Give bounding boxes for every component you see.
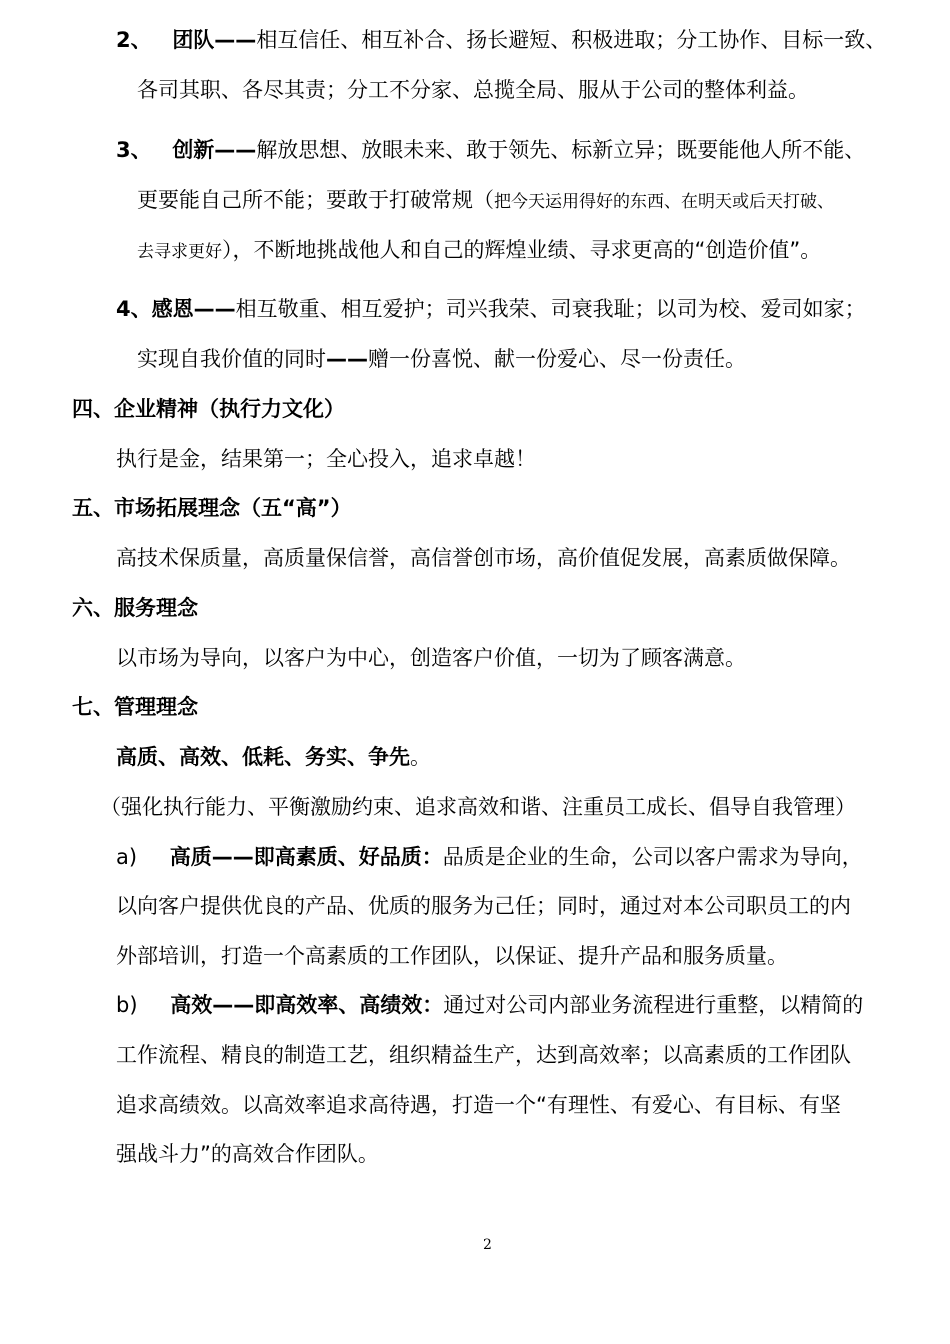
item-4-text: 相互敬重、相互爱护；司兴我荣、司衰我耻；以司为校、爱司如家； — [235, 297, 866, 321]
section-5-heading: 五、市场拓展理念（五“高”） — [72, 496, 352, 520]
section-4-heading: 四、企业精神（执行力文化） — [72, 397, 345, 421]
item-4-dash: —— — [326, 347, 368, 371]
section-7-motto-end: 。 — [410, 745, 431, 769]
item-4-line-1 — [116, 295, 866, 325]
item-2-line-1 — [116, 26, 886, 56]
item-b-line-4: 强战斗力”的高效合作团队。 — [116, 1142, 379, 1166]
item-4-title: 4、感恩—— — [116, 297, 236, 321]
section-7-heading: 七、管理理念 — [72, 695, 198, 719]
item-b-line-3: 追求高绩效。以高效率追求高待遇，打造一个“有理性、有爱心、有目标、有坚 — [116, 1093, 841, 1117]
item-a-line-3: 外部培训，打造一个高素质的工作团队，以保证、提升产品和服务质量。 — [116, 944, 788, 968]
item-3-line-1 — [116, 136, 865, 166]
item-2-number: 2、 — [116, 28, 152, 52]
item-3-number: 3、 — [116, 138, 152, 162]
item-a-label: a) — [116, 845, 138, 869]
section-7-motto — [116, 743, 431, 773]
item-b-line-1 — [116, 991, 863, 1021]
item-a-line-1 — [116, 843, 863, 873]
item-a-title: 高质——即高素质、好品质： — [169, 845, 443, 869]
item-a-text-1: 品质是企业的生命，公司以客户需求为导向， — [442, 845, 863, 869]
section-4-body: 执行是金，结果第一；全心投入，追求卓越！ — [116, 447, 536, 471]
section-7-motto-text: 高质、高效、低耗、务实、争先 — [116, 745, 410, 769]
item-b-line-2: 工作流程、精良的制造工艺，组织精益生产，达到高效率；以高素质的工作团队 — [116, 1043, 851, 1067]
item-4-text-2c: 赠一份喜悦、献一份爱心、尽一份责任。 — [368, 347, 746, 371]
section-6-heading: 六、服务理念 — [72, 596, 198, 620]
item-2-title: 团队—— — [172, 28, 257, 52]
page-number: 2 — [483, 1237, 492, 1253]
item-a-line-2: 以向客户提供优良的产品、优质的服务为己任；同时，通过对本公司职员工的内 — [116, 894, 851, 918]
item-3-text-3: ），不断地挑战他人和自己的辉煌业绩、寻求更高的“创造价值”。 — [222, 238, 822, 262]
item-3-note-1: 把今天运用得好的东西、在明天或后天打破、 — [494, 192, 834, 212]
item-3-text-2: 更要能自己所不能；要敢于打破常规（ — [137, 188, 494, 212]
section-5-body: 高技术保质量，高质量保信誉，高信誉创市场，高价值促发展，高素质做保障。 — [116, 546, 851, 570]
item-b-label: b) — [116, 993, 138, 1017]
item-4-text-2a: 实现自我价值的同时 — [137, 347, 326, 371]
item-2-text: 相互信任、相互补合、扬长避短、积极进取；分工协作、目标一致、 — [256, 28, 887, 52]
item-3-note-2: 去寻求更好 — [137, 242, 222, 262]
section-7-parenthetical: （强化执行能力、平衡激励约束、追求高效和谐、注重员工成长、倡导自我管理） — [100, 795, 856, 819]
item-2-line-2: 各司其职、各尽其责；分工不分家、总揽全局、服从于公司的整体利益。 — [137, 78, 809, 102]
item-b-title: 高效——即高效率、高绩效： — [170, 993, 444, 1017]
item-3-title: 创新—— — [172, 138, 257, 162]
item-4-line-2 — [137, 345, 746, 375]
item-3-line-2 — [137, 186, 834, 216]
item-3-line-3 — [137, 236, 821, 266]
item-b-text-1: 通过对公司内部业务流程进行重整，以精简的 — [443, 993, 864, 1017]
section-6-body: 以市场为导向，以客户为中心，创造客户价值，一切为了顾客满意。 — [116, 646, 746, 670]
item-3-text: 解放思想、放眼未来、敢于领先、标新立异；既要能他人所不能、 — [256, 138, 866, 162]
